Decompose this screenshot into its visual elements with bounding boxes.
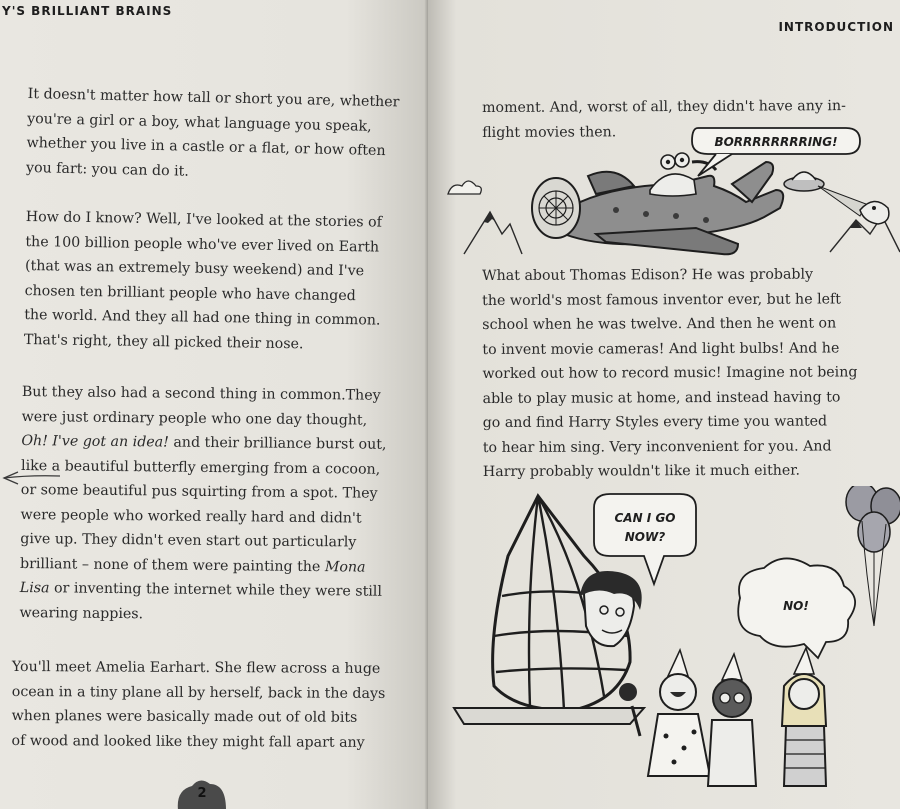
- paragraph-4: [11, 655, 385, 755]
- speech-bubble-cage: [594, 494, 696, 584]
- text-line: to hear him sing. Very inconvenient for you. And: [482, 437, 832, 456]
- party-kid-1-icon: [648, 650, 710, 776]
- plane-illustration: [446, 124, 900, 274]
- text-line: you're a girl or a boy, what language you speak,: [26, 110, 372, 135]
- paragraph-3: [19, 380, 387, 629]
- text-span: brilliant – none of them were painting the: [19, 555, 325, 575]
- text-line: whether you live in a castle or a flat, or how often: [26, 134, 386, 160]
- text-line: wearing nappies.: [19, 604, 144, 622]
- text-line: moment. And, worst of all, they didn't have any in-: [482, 98, 846, 116]
- text-line: school when he was twelve. And then he went on: [482, 315, 837, 333]
- running-head-right: INTRODUCTION: [778, 20, 894, 34]
- text-line: go and find Harry Styles every time you wanted: [482, 413, 828, 431]
- text-line: able to play music at home, and instead having to: [482, 388, 841, 407]
- text-line: the world's most famous inventor ever, but he left: [482, 290, 842, 309]
- bubble-text-can-i-go: CAN I GO: [614, 511, 676, 525]
- paragraph-1: [26, 82, 400, 188]
- bubble-text-now: NOW?: [624, 530, 666, 544]
- mountain-right-icon: [830, 201, 900, 252]
- text-line: (that was an extremely busy weekend) and I've: [24, 257, 365, 280]
- text-line: like a beautiful butterfly emerging from a cocoon,: [21, 457, 381, 478]
- text-line: chosen ten brilliant people who have changed: [24, 282, 356, 304]
- italic-phrase: Oh! I've got an idea!: [21, 432, 169, 451]
- ufo-icon: [784, 172, 866, 216]
- cloud-icon: [448, 181, 481, 194]
- text-line: Harry probably wouldn't like it much either.: [482, 462, 801, 480]
- text-line: You'll meet Amelia Earhart. She flew across a huge: [11, 658, 381, 677]
- running-head-left: Y'S BRILLIANT BRAINS: [2, 4, 173, 18]
- text-line: of wood and looked like they might fall apart any: [11, 732, 365, 751]
- text-line: It doesn't matter how tall or short you are, whether: [27, 85, 400, 111]
- left-page: [0, 0, 432, 809]
- text-line: were people who worked really hard and didn't: [20, 506, 362, 527]
- paragraph-2: [24, 205, 383, 358]
- text-line: How do I know? Well, I've looked at the stories of: [25, 208, 383, 231]
- page-number-badge: [172, 776, 232, 809]
- text-line: [20, 576, 385, 604]
- right-page: [428, 0, 900, 809]
- cage-party-illustration: [434, 486, 900, 809]
- text-line: ocean in a tiny plane all by herself, back in the days: [11, 683, 386, 702]
- text-line: the 100 billion people who've ever lived on Earth: [25, 233, 380, 256]
- pen-underline-icon: [0, 468, 60, 492]
- airplane-icon: [532, 153, 783, 254]
- paragraph-edison: [482, 262, 858, 484]
- text-line: the world. And they all had one thing in common.: [24, 306, 381, 329]
- italic-lisa: Lisa: [19, 579, 50, 597]
- text-line: when planes were basically made out of old bits: [11, 707, 358, 726]
- text-line: you fart: you can do it.: [25, 159, 190, 180]
- speech-bubble-plane: [692, 128, 860, 176]
- bubble-text-no: NO!: [783, 599, 809, 613]
- party-kid-2-icon: [708, 654, 756, 786]
- text-span: and their brilliance burst out,: [168, 434, 387, 453]
- text-span: or inventing the internet while they were still: [49, 580, 383, 600]
- text-line: to invent movie cameras! And light bulbs! And he: [482, 339, 840, 358]
- italic-mona: Mona: [324, 558, 366, 576]
- text-line: flight movies then.: [482, 123, 617, 141]
- text-line: worked out how to record music! Imagine not being: [482, 364, 858, 382]
- text-line: [20, 551, 385, 579]
- text-line: But they also had a second thing in common.They: [21, 383, 381, 404]
- bubble-text-boring: BORRRRRRRRING!: [714, 135, 838, 149]
- text-line: [21, 429, 386, 457]
- page-number: 2: [197, 786, 207, 801]
- mountain-left-icon: [464, 212, 522, 254]
- speech-bubble-kids: [738, 558, 855, 658]
- text-line: were just ordinary people who one day thought,: [21, 408, 368, 429]
- text-line: give up. They didn't even start out particularly: [20, 530, 357, 551]
- text-line: or some beautiful pus squirting from a spot. They: [20, 481, 378, 502]
- party-kid-3-icon: [782, 648, 826, 786]
- text-line: That's right, they all picked their nose.: [23, 331, 304, 352]
- text-line: What about Thomas Edison? He was probably: [482, 266, 814, 284]
